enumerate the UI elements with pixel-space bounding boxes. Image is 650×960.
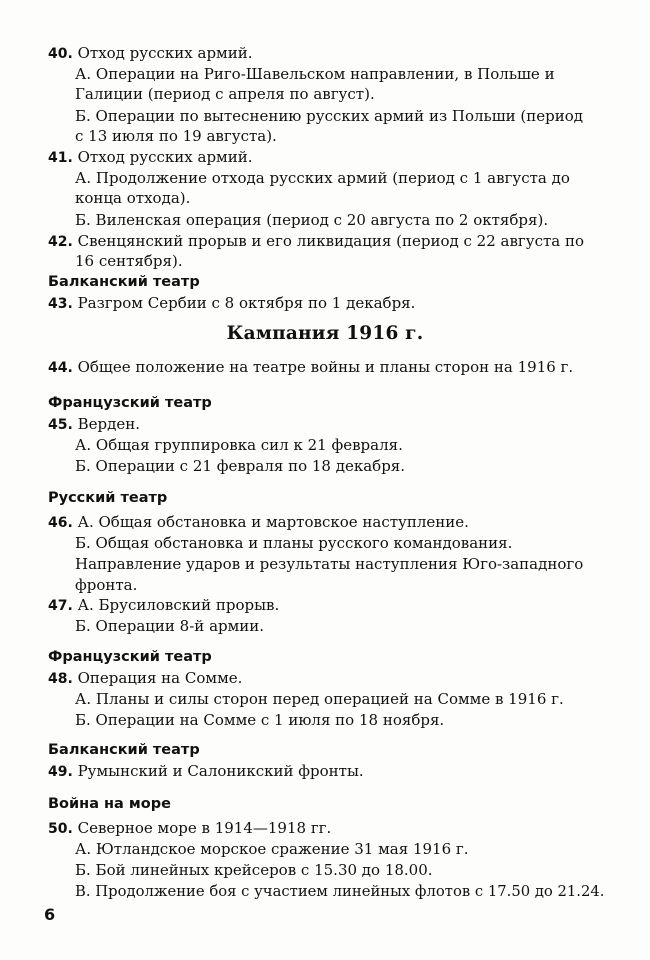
entry-40-sub-b-line-1: Б. Операции по вытеснению русских армий из Польши (период [75, 107, 584, 125]
entry-48 [48, 668, 242, 689]
entry-41-sub-b-line-1: Б. Виленская операция (период с 20 августа по 2 октября). [75, 211, 549, 229]
entry-title: Верден. [77, 415, 140, 433]
entry-42 [48, 231, 584, 252]
entry-title: Отход русских армий. [77, 148, 253, 166]
entry-41-sub-a-line-2: конца отхода). [75, 189, 191, 207]
entry-number: 43. [48, 296, 73, 312]
entry-46-sub-c-line-1: Направление ударов и результаты наступления Юго-западного [75, 555, 584, 573]
entry-40-sub-b-line-2: с 13 июля по 19 августа). [75, 127, 277, 145]
entry-number: 48. [48, 671, 73, 687]
entry-number: 45. [48, 417, 73, 433]
entry-title: Операция на Сомме. [77, 669, 243, 687]
section-heading-balkan-2: Балканский театр [48, 742, 200, 758]
section-heading-balkan: Балканский театр [48, 274, 200, 290]
entry-number: 44. [48, 360, 73, 376]
entry-45 [48, 414, 140, 435]
entry-number: 47. [48, 598, 73, 614]
campaign-title: Кампания 1916 г. [226, 323, 424, 344]
entry-50-sub-a: А. Ютландское морское сражение 31 мая 1916 г. [75, 840, 469, 858]
entry-46-sub-c-line-2: фронта. [75, 576, 138, 594]
entry-title: А. Брусиловский прорыв. [77, 596, 280, 614]
entry-50 [48, 818, 331, 839]
entry-47 [48, 595, 279, 616]
entry-number: 49. [48, 764, 73, 780]
entry-text: Общее положение на театре войны и планы сторон на 1916 г. [77, 358, 574, 376]
entry-49 [48, 761, 364, 782]
entry-40 [48, 43, 253, 64]
entry-number: 40. [48, 46, 73, 62]
section-heading-french: Французский театр [48, 395, 212, 411]
entry-44 [48, 357, 573, 378]
entry-text: Румынский и Салоникский фронты. [77, 762, 364, 780]
entry-title: Отход русских армий. [77, 44, 253, 62]
entry-number: 41. [48, 150, 73, 166]
entry-text: Разгром Сербии с 8 октября по 1 декабря. [77, 294, 416, 312]
entry-42-line-2: 16 сентября). [75, 252, 183, 270]
page-number: 6 [44, 905, 56, 924]
entry-number: 42. [48, 234, 73, 250]
entry-43 [48, 293, 415, 314]
entry-50-sub-c: В. Продолжение боя с участием линейных флотов с 17.50 до 21.24. [75, 882, 605, 900]
entry-48-sub-a: А. Планы и силы сторон перед операцией на Сомме в 1916 г. [75, 690, 564, 708]
entry-47-sub-b: Б. Операции 8-й армии. [75, 617, 265, 635]
entry-45-sub-a: А. Общая группировка сил к 21 февраля. [75, 436, 403, 454]
entry-text: Свенцянский прорыв и его ликвидация (период с 22 августа по [77, 232, 585, 250]
entry-41 [48, 147, 253, 168]
entry-46 [48, 512, 469, 533]
entry-40-sub-a-line-2: Галиции (период с апреля по август). [75, 85, 375, 103]
section-heading-french-2: Французский театр [48, 649, 212, 665]
entry-41-sub-a-line-1: А. Продолжение отхода русских армий (период с 1 августа до [75, 169, 570, 187]
entry-number: 50. [48, 821, 73, 837]
section-heading-russian: Русский театр [48, 490, 168, 506]
entry-number: 46. [48, 515, 73, 531]
entry-title: Северное море в 1914—1918 гг. [77, 819, 332, 837]
entry-48-sub-b: Б. Операции на Сомме с 1 июля по 18 ноября. [75, 711, 445, 729]
entry-50-sub-b: Б. Бой линейных крейсеров с 15.30 до 18.00. [75, 861, 433, 879]
section-heading-naval: Война на море [48, 796, 171, 812]
entry-45-sub-b: Б. Операции с 21 февраля по 18 декабря. [75, 457, 406, 475]
entry-40-sub-a-line-1: А. Операции на Риго-Шавельском направлении, в Польше и [75, 65, 555, 83]
entry-title: А. Общая обстановка и мартовское наступление. [77, 513, 469, 531]
entry-46-sub-b: Б. Общая обстановка и планы русского командования. [75, 534, 513, 552]
